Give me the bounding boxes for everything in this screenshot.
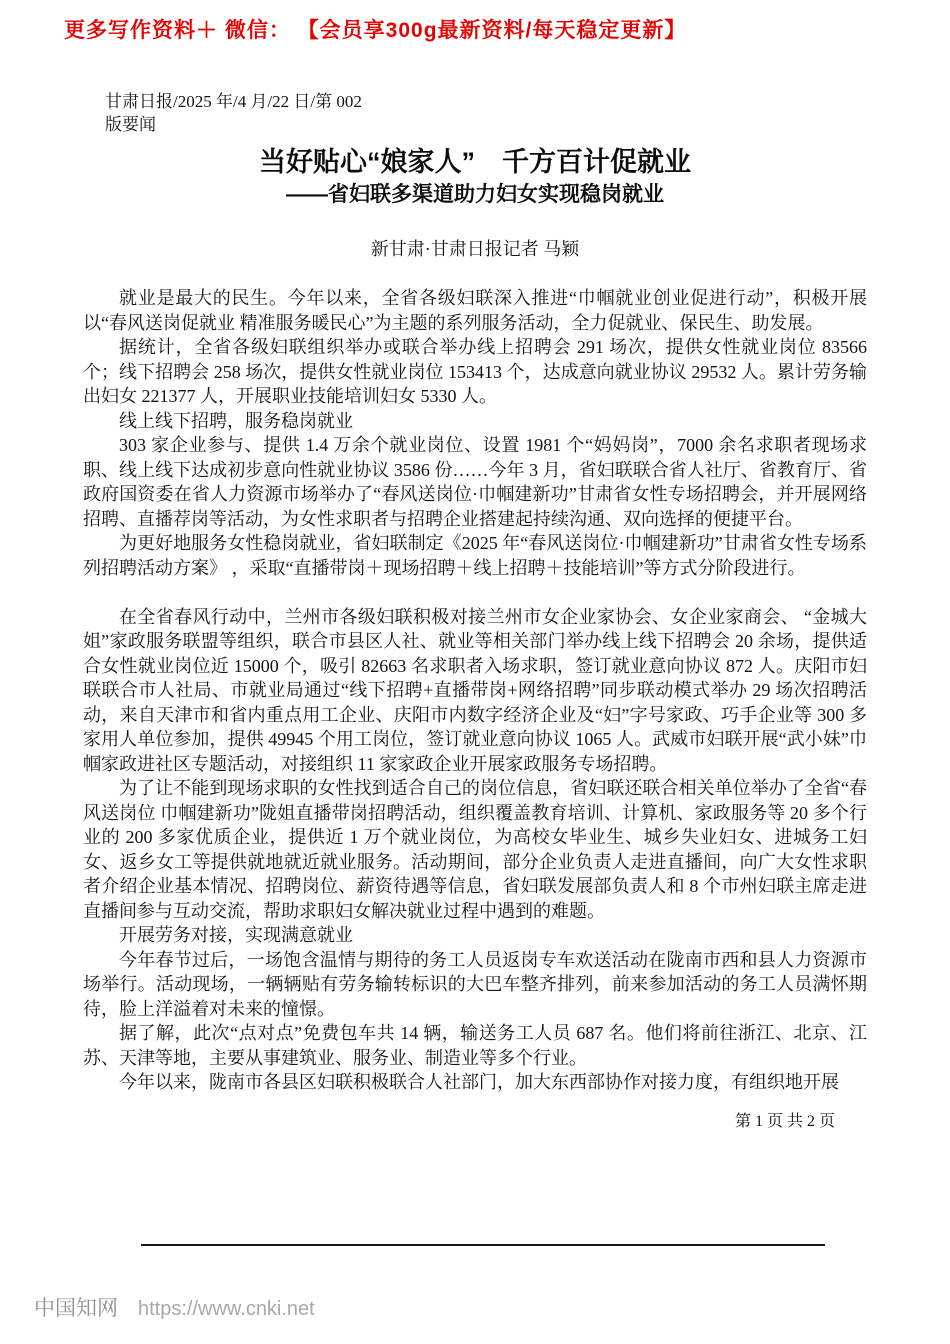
footer-divider: [141, 1244, 825, 1246]
article-paragraph: 今年以来，陇南市各县区妇联积极联合人社部门，加大东西部协作对接力度，有组织地开展: [119, 1072, 839, 1092]
article-paragraph: 据了解，此次“点对点”免费包车共 14 辆，输送务工人员 687 名。他们将前往浙江、北京、江苏、天津等地，主要从事建筑业、服务业、制造业等多个行业。: [83, 1023, 867, 1068]
promo-banner: 更多写作资料＋ 微信： 【会员享300g最新资料/每天稳定更新】: [64, 19, 687, 42]
cnki-watermark: [34, 1292, 315, 1322]
page-indicator: 第 1 页 共 2 页: [734, 1112, 835, 1130]
article-paragraph: 为更好地服务女性稳岗就业，省妇联制定《2025 年“春风送岗位·巾帼建新功”甘肃省女性专场系列招聘活动方案》 ，采取“直播带岗＋现场招聘＋线上招聘＋技能培训”等方式分阶段进行。: [83, 533, 867, 578]
section-heading: 线上线下招聘，服务稳岗就业: [119, 410, 353, 431]
cnki-url: https://www.cnki.net: [138, 1298, 315, 1320]
article-paragraph: 据统计，全省各级妇联组织举办或联合举办线上招聘会 291 场次，提供女性就业岗位 83566 个；线下招聘会 258 场次，提供女性就业岗位 153413 个，达成意向就业协议 29532 人。累计劳务输出妇女 221377 人，开展职业技能培训妇女 5330 人。: [83, 337, 867, 406]
article-byline: 新甘肃·甘肃日报记者 马颖: [370, 239, 580, 259]
article-body: [83, 286, 867, 1095]
edition-line: 版要闻: [105, 115, 156, 134]
article-paragraph: 今年春节过后，一场饱含温情与期待的务工人员返岗专车欢送活动在陇南市西和县人力资源市场举行。活动现场，一辆辆贴有劳务输转标识的大巴车整齐排列，前来参加活动的务工人员满怀期待，脸上洋溢着对未来的憧憬。: [83, 949, 867, 1019]
section-heading: 开展劳务对接，实现满意就业: [119, 925, 353, 945]
source-line: 甘肃日报/2025 年/4 月/22 日/第 002: [105, 92, 362, 111]
article-title: 当好贴心“娘家人” 千方百计促就业: [259, 147, 691, 177]
source-info: [105, 90, 867, 136]
article-paragraph: 在全省春风行动中，兰州市各级妇联积极对接兰州市女企业家协会、女企业家商会、 “金城大姐”家政服务联盟等组织，联合市县区人社、就业等相关部门举办线上线下招聘会 20 余场，提供适合女性就业岗位近 15000 个，吸引 82663 名求职者入场求职，签订就业意向协议 872 人。庆阳市妇联联合市人社局、市就业局通过“线下招聘+直播带岗+网络招聘”同步联动模式举办 29 场次招聘活动，来自天津市和省内重点用工企业、庆阳市内数字经济企业及“妇”字号家政、巧手企业等 300 多家用人单位参加，提供 49945 个用工岗位，签订就业意向协议 1065 人。武威市妇联开展“武小妹”巾帼家政进社区专题活动，对接组织 11 家家政企业开展家政服务专场招聘。: [83, 606, 867, 774]
article-container: [0, 90, 950, 1131]
article-paragraph: 就业是最大的民生。今年以来，全省各级妇联深入推进“巾帼就业创业促进行动”，积极开展以“春风送岗促就业 精准服务暖民心”为主题的系列服务活动，全力促就业、保民生、助发展。: [83, 288, 867, 333]
article-paragraph: 303 家企业参与、提供 1.4 万余个就业岗位、设置 1981 个“妈妈岗”，7000 余名求职者现场求职、线上线下达成初步意向性就业协议 3586 份……今年 3 月，省妇联联合省人社厅、省教育厅、省政府国资委在省人力资源市场举办了“春风送岗位·巾帼建新功”甘肃省女性专场招聘会，并开展网络招聘、直播荐岗等活动，为女性求职者与招聘企业搭建起持续沟通、双向选择的便捷平台。: [83, 435, 867, 529]
article-subtitle: ——省妇联多渠道助力妇女实现稳岗就业: [286, 183, 664, 206]
cnki-logo-text: 中国知网: [34, 1297, 118, 1320]
article-paragraph: 为了让不能到现场求职的女性找到适合自己的岗位信息，省妇联还联合相关单位举办了全省“春风送岗位 巾帼建新功”陇姐直播带岗招聘活动，组织覆盖教育培训、计算机、家政服务等 20 多个行业的 200 多家优质企业，提供近 1 万个就业岗位，为高校女毕业生、城乡失业妇女、进城务工妇女、返乡女工等提供就地就近就业服务。活动期间，部分企业负责人走进直播间，向广大女性求职者介绍企业基本情况、招聘岗位、薪资待遇等信息，省妇联发展部负责人和 8 个市州妇联主席走进直播间参与互动交流，帮助求职妇女解决就业过程中遇到的难题。: [83, 778, 867, 921]
